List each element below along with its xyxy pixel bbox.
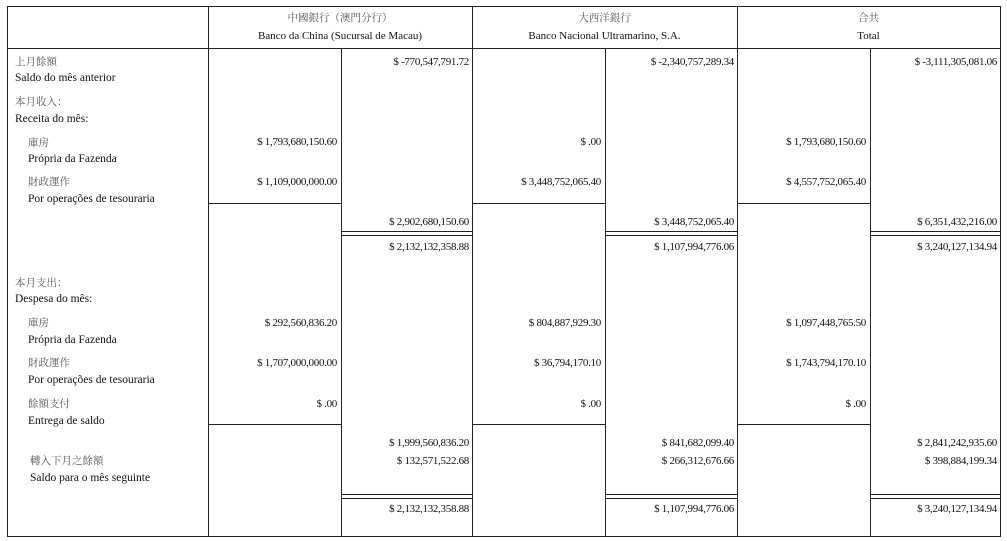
total-receita-tesouraria: $ 4,557,752,065.40 bbox=[786, 176, 866, 188]
label-receita-zh: 本月收入： bbox=[15, 96, 68, 108]
bnu-receita-subtotal: $ 3,448,752,065.40 bbox=[654, 216, 734, 228]
total-saldo-seguinte: $ 398,884,199.34 bbox=[924, 455, 997, 467]
bnu-saldo-seguinte: $ 266,312,676.66 bbox=[661, 455, 734, 467]
label-receita-tesouraria-zh: 財政運作 bbox=[28, 176, 70, 188]
boc-total-rule-2 bbox=[341, 235, 472, 236]
boc-final-rule-2 bbox=[341, 498, 472, 499]
total-despesa-rule bbox=[737, 424, 870, 425]
boc-receita-tesouraria: $ 1,109,000,000.00 bbox=[257, 176, 337, 188]
bnu-despesa-subtotal: $ 841,682,099.40 bbox=[661, 437, 734, 449]
header-total-pt: Total bbox=[857, 30, 880, 42]
boc-receita-fazenda: $ 1,793,680,150.60 bbox=[257, 136, 337, 148]
total-final-total: $ 3,240,127,134.94 bbox=[917, 503, 997, 515]
boc-receita-total: $ 2,132,132,358.88 bbox=[389, 241, 469, 253]
label-despesa-tesouraria-zh: 財政運作 bbox=[28, 357, 70, 369]
bnu-total-rule-2 bbox=[605, 235, 737, 236]
bnu-despesa-fazenda: $ 804,887,929.30 bbox=[528, 317, 601, 329]
bnu-despesa-rule bbox=[472, 424, 605, 425]
bnu-final-rule-1 bbox=[605, 494, 737, 495]
header-total-zh: 合共 bbox=[858, 12, 879, 24]
label-despesa-pt: Despesa do mês: bbox=[15, 293, 93, 305]
boc-total-rule-1 bbox=[341, 231, 472, 232]
header-bnu-pt: Banco Nacional Ultramarino, S.A. bbox=[528, 30, 681, 42]
total-despesa-tesouraria: $ 1,743,794,170.10 bbox=[786, 357, 866, 369]
bnu-saldo-anterior: $ -2,340,757,289.34 bbox=[650, 56, 734, 68]
label-entrega-pt: Entrega de saldo bbox=[28, 415, 105, 427]
bnu-receita-fazenda: $ .00 bbox=[580, 136, 601, 148]
total-subtotal-rule bbox=[737, 203, 870, 204]
total-saldo-anterior: $ -3,111,305,081.06 bbox=[914, 56, 997, 68]
boc-despesa-tesouraria: $ 1,707,000,000.00 bbox=[257, 357, 337, 369]
label-saldo-anterior-pt: Saldo do mês anterior bbox=[15, 72, 116, 84]
total-receita-fazenda: $ 1,793,680,150.60 bbox=[786, 136, 866, 148]
bnu-total-rule-1 bbox=[605, 231, 737, 232]
bnu-final-total: $ 1,107,994,776.06 bbox=[654, 503, 734, 515]
label-entrega-zh: 餘額支付 bbox=[28, 398, 70, 410]
bnu-receita-total: $ 1,107,994,776.06 bbox=[654, 241, 734, 253]
column-divider bbox=[341, 48, 342, 536]
boc-receita-subtotal: $ 2,902,680,150.60 bbox=[389, 216, 469, 228]
label-receita-pt: Receita do mês: bbox=[15, 113, 89, 125]
label-saldo-seguinte-pt: Saldo para o mês seguinte bbox=[30, 472, 151, 484]
total-final-rule-1 bbox=[870, 494, 1000, 495]
header-rule bbox=[8, 48, 1000, 49]
bnu-despesa-tesouraria: $ 36,794,170.10 bbox=[533, 357, 601, 369]
boc-entrega: $ .00 bbox=[316, 398, 337, 410]
header-boc-zh: 中國銀行（澳門分行） bbox=[287, 12, 393, 24]
label-despesa-zh: 本月支出： bbox=[15, 277, 68, 289]
bnu-final-rule-2 bbox=[605, 498, 737, 499]
total-entrega: $ .00 bbox=[845, 398, 866, 410]
label-receita-fazenda-zh: 庫房 bbox=[28, 137, 49, 149]
boc-final-total: $ 2,132,132,358.88 bbox=[389, 503, 469, 515]
bnu-subtotal-rule bbox=[472, 203, 605, 204]
label-receita-fazenda-pt: Própria da Fazenda bbox=[28, 153, 117, 165]
bnu-receita-tesouraria: $ 3,448,752,065.40 bbox=[521, 176, 601, 188]
boc-saldo-seguinte: $ 132,571,522.68 bbox=[396, 455, 469, 467]
header-boc-pt: Banco da China (Sucursal de Macau) bbox=[257, 30, 423, 42]
label-saldo-anterior-zh: 上月餘額 bbox=[15, 56, 57, 68]
total-final-rule-2 bbox=[870, 498, 1000, 499]
label-despesa-tesouraria-pt: Por operações de tesouraria bbox=[28, 374, 155, 386]
column-divider bbox=[870, 48, 871, 536]
boc-despesa-rule bbox=[208, 424, 341, 425]
label-saldo-seguinte-zh: 轉入下月之餘額 bbox=[30, 455, 104, 467]
column-divider bbox=[472, 7, 473, 536]
total-despesa-subtotal: $ 2,841,242,935.60 bbox=[917, 437, 997, 449]
boc-final-rule-1 bbox=[341, 494, 472, 495]
boc-subtotal-rule bbox=[208, 203, 341, 204]
statement-table bbox=[7, 6, 1001, 537]
boc-saldo-anterior: $ -770,547,791.72 bbox=[393, 56, 469, 68]
boc-despesa-fazenda: $ 292,560,836.20 bbox=[264, 317, 337, 329]
column-divider bbox=[208, 7, 209, 536]
header-bnu-zh: 大西洋銀行 bbox=[578, 12, 631, 24]
total-receita-total: $ 3,240,127,134.94 bbox=[917, 241, 997, 253]
total-despesa-fazenda: $ 1,097,448,765.50 bbox=[786, 317, 866, 329]
label-despesa-fazenda-pt: Própria da Fazenda bbox=[28, 334, 117, 346]
column-divider bbox=[737, 7, 738, 536]
label-receita-tesouraria-pt: Por operações de tesouraria bbox=[28, 193, 155, 205]
total-receita-subtotal: $ 6,351,432,216.00 bbox=[917, 216, 997, 228]
total-total-rule-1 bbox=[870, 231, 1000, 232]
bnu-entrega: $ .00 bbox=[580, 398, 601, 410]
column-divider bbox=[605, 48, 606, 536]
boc-despesa-subtotal: $ 1,999,560,836.20 bbox=[389, 437, 469, 449]
total-total-rule-2 bbox=[870, 235, 1000, 236]
label-despesa-fazenda-zh: 庫房 bbox=[28, 317, 49, 329]
